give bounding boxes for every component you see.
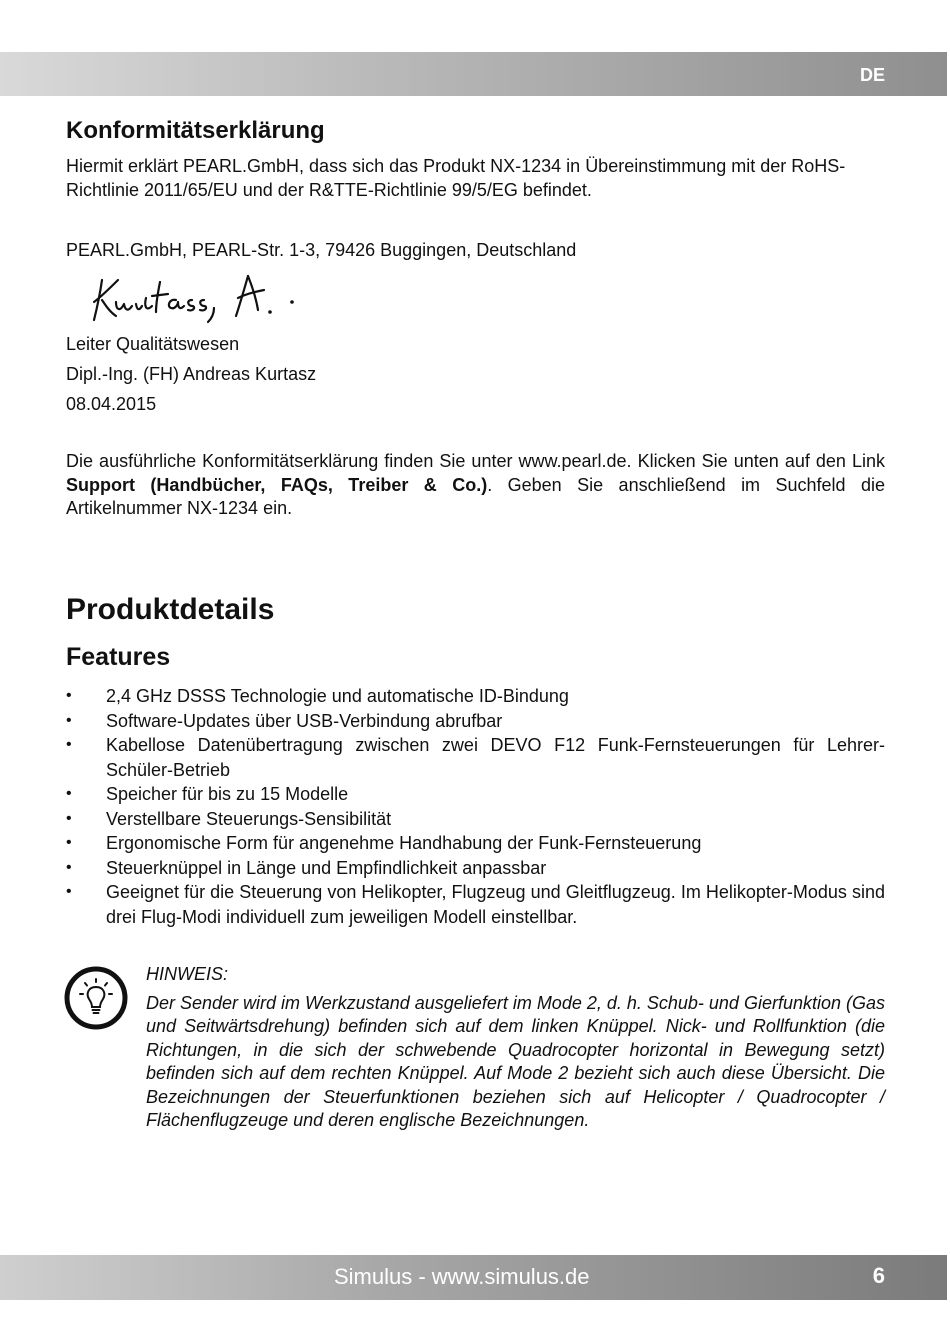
details-text-pre: Die ausführliche Konformitätserklärung finden Sie unter www.pearl.de. Klicken Sie unten auf den Link xyxy=(66,451,885,471)
feature-item: • Kabellose Datenübertragung zwischen zwei DEVO F12 Funk-Fernsteuerungen für Lehrer-Schüler-Betrieb xyxy=(66,733,885,782)
details-text-post: . Geben Sie anschließend im Suchfeld die Artikelnummer NX-1234 ein. xyxy=(66,474,885,518)
feature-item: • Geeignet für die Steuerung von Helikopter, Flugzeug und Gleitflugzeug. Im Helikopter-Modus sind drei Flug-Modi individuell zum jeweiligen Modell einstellbar. xyxy=(66,880,885,929)
conformity-section xyxy=(66,117,885,145)
company-address: PEARL.GmbH, PEARL-Str. 1-3, 79426 Buggingen, Deutschland xyxy=(66,240,577,260)
footer-bar xyxy=(0,1255,947,1300)
footer-website: Simulus - www.simulus.de xyxy=(334,1264,590,1289)
address-block xyxy=(66,239,885,263)
feature-item: • 2,4 GHz DSSS Technologie und automatische ID-Bindung xyxy=(66,684,885,709)
feature-item: • Ergonomische Form für angenehme Handhabung der Funk-Fernsteuerung xyxy=(66,831,885,856)
feature-item: • Software-Updates über USB-Verbindung abrufbar xyxy=(66,709,885,734)
signatory-block xyxy=(66,329,885,419)
feature-item: • Steuerknüppel in Länge und Empfindlichkeit anpassbar xyxy=(66,856,885,881)
conformity-intro-block xyxy=(66,155,885,202)
feature-item: • Verstellbare Steuerungs-Sensibilität xyxy=(66,807,885,832)
lightbulb-icon xyxy=(64,966,128,1030)
support-link-text: Support (Handbücher, FAQs, Treiber & Co.) xyxy=(66,474,488,495)
features-title: Features xyxy=(66,643,171,671)
hint-title: HINWEIS: xyxy=(146,964,229,984)
conformity-intro: Hiermit erklärt PEARL.GmbH, dass sich das Produkt NX-1234 in Übereinstimmung mit der RoHS-Richtlinie 2011/65/EU und der R&TTE-Richtlinie 99/5/EG befindet. xyxy=(66,156,846,200)
page-number: 6 xyxy=(872,1263,885,1288)
signatory-name: Dipl.-Ing. (FH) Andreas Kurtasz xyxy=(66,364,317,384)
features-heading-block xyxy=(66,643,885,672)
language-label: DE xyxy=(859,65,885,85)
product-section xyxy=(66,593,885,627)
hint-box xyxy=(146,963,885,1133)
hint-text: Der Sender wird im Werkzustand ausgeliefert im Mode 2, d. h. Schub- und Gierfunktion (Gas und Seitwärtsdrehung) befinden sich auf dem linken Knüppel. Nick- und Rollfunktion (die Richtungen, in die sich der schwebende Quadrocopter horizontal in Bewegung setzt) befinden sich auf dem rechten Knüppel. Auf Mode 2 bezieht sich auch diese Übersicht. Die Bezeichnungen der Steuerfunktionen beziehen sich auf Helicopter / Quadrocopter / Flächenflugzeuge und deren englische Bezeichnungen. xyxy=(146,992,886,1130)
product-title: Produktdetails xyxy=(66,593,275,626)
feature-item: • Speicher für bis zu 15 Modelle xyxy=(66,782,885,807)
signature-image xyxy=(88,268,303,328)
conformity-details xyxy=(66,450,885,521)
header-bar xyxy=(0,52,947,96)
signatory-role: Leiter Qualitätswesen xyxy=(66,334,240,354)
details-block xyxy=(66,450,885,521)
features-list xyxy=(66,684,885,929)
signature-date: 08.04.2015 xyxy=(66,394,157,414)
conformity-title: Konformitätserklärung xyxy=(66,117,325,144)
features-block xyxy=(66,684,885,929)
